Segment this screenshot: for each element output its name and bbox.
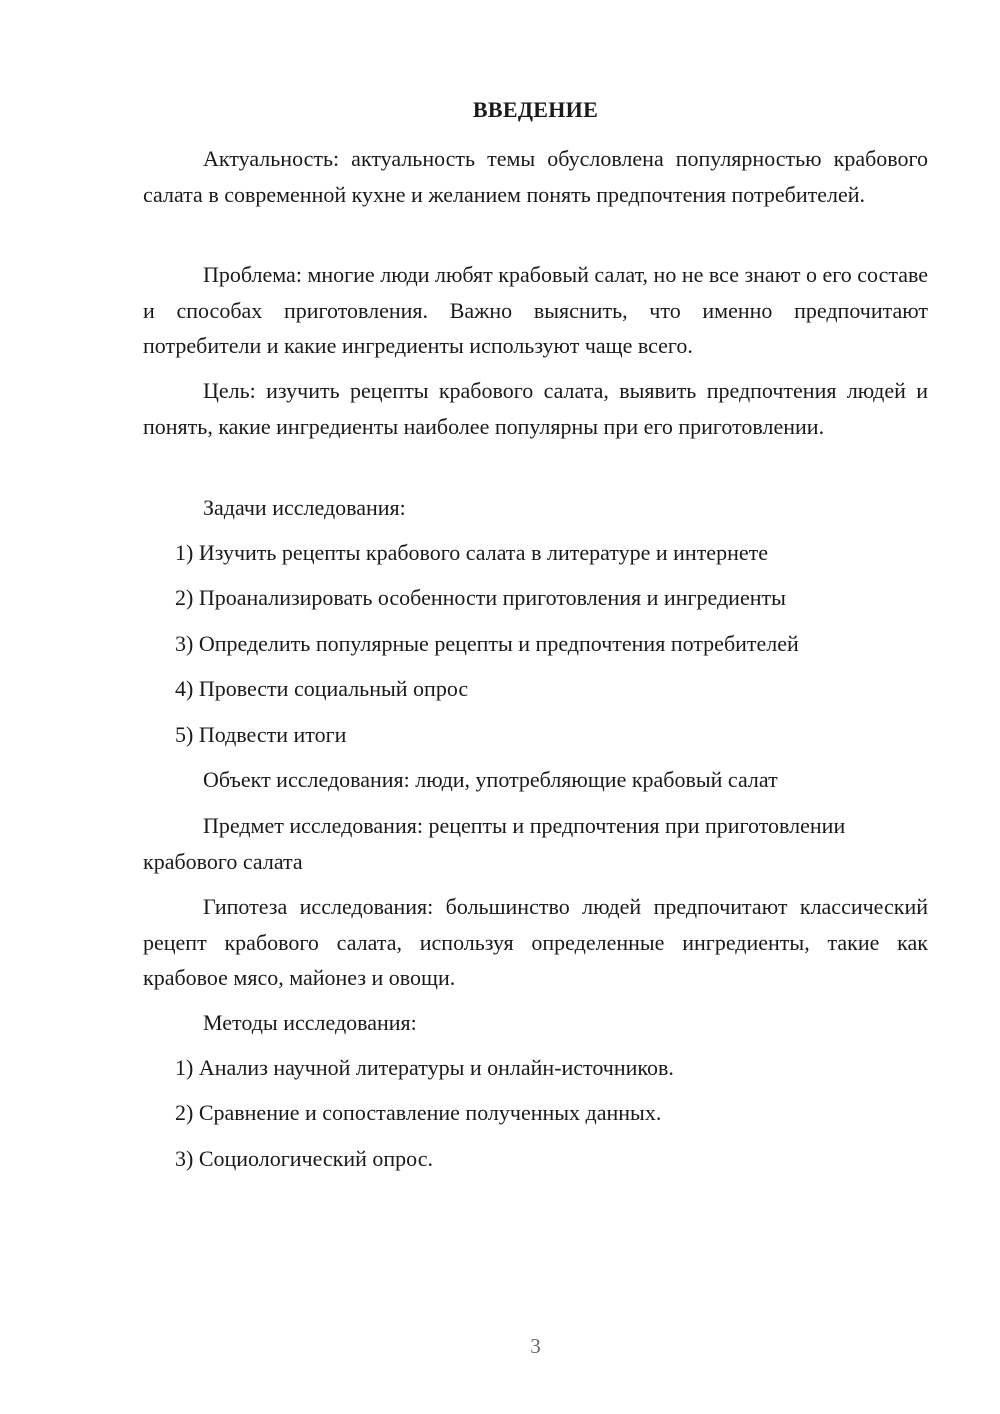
task-item-5: 5) Подвести итоги	[175, 722, 347, 747]
method-item-3: 3) Социологический опрос.	[175, 1146, 433, 1171]
problem-paragraph: Проблема: многие люди любят крабовый салат, но не все знают о его составе и способах приготовления. Важно выяснить, что именно предпочитают потребители и какие ингредиенты используют чаще всего.	[143, 262, 928, 358]
object-paragraph: Объект исследования: люди, употребляющие крабовый салат	[203, 767, 778, 792]
method-item-1: 1) Анализ научной литературы и онлайн-источников.	[175, 1055, 674, 1080]
subject-paragraph: Предмет исследования: рецепты и предпочтения при приготовлении крабового салата	[143, 813, 846, 874]
relevance-paragraph: Актуальность: актуальность темы обусловлена популярностью крабового салата в современной кухне и желанием понять предпочтения потребителей.	[143, 146, 928, 207]
document-page	[143, 0, 928, 1414]
task-item-1: 1) Изучить рецепты крабового салата в литературе и интернете	[175, 540, 768, 565]
methods-heading: Методы исследования:	[203, 1010, 417, 1035]
page-number: 3	[530, 1334, 541, 1358]
task-item-3: 3) Определить популярные рецепты и предпочтения потребителей	[175, 631, 799, 656]
task-item-4: 4) Провести социальный опрос	[175, 676, 469, 701]
goal-paragraph: Цель: изучить рецепты крабового салата, выявить предпочтения людей и понять, какие ингредиенты наиболее популярны при его приготовлении.	[143, 378, 928, 439]
page-title: ВВЕДЕНИЕ	[472, 97, 599, 122]
method-item-2: 2) Сравнение и сопоставление полученных данных.	[175, 1100, 662, 1125]
tasks-heading: Задачи исследования:	[203, 495, 406, 520]
task-item-2: 2) Проанализировать особенности приготовления и ингредиенты	[175, 585, 786, 610]
hypothesis-paragraph: Гипотеза исследования: большинство людей предпочитают классический рецепт крабового салата, используя определенные ингредиенты, такие как крабовое мясо, майонез и овощи.	[143, 894, 928, 990]
